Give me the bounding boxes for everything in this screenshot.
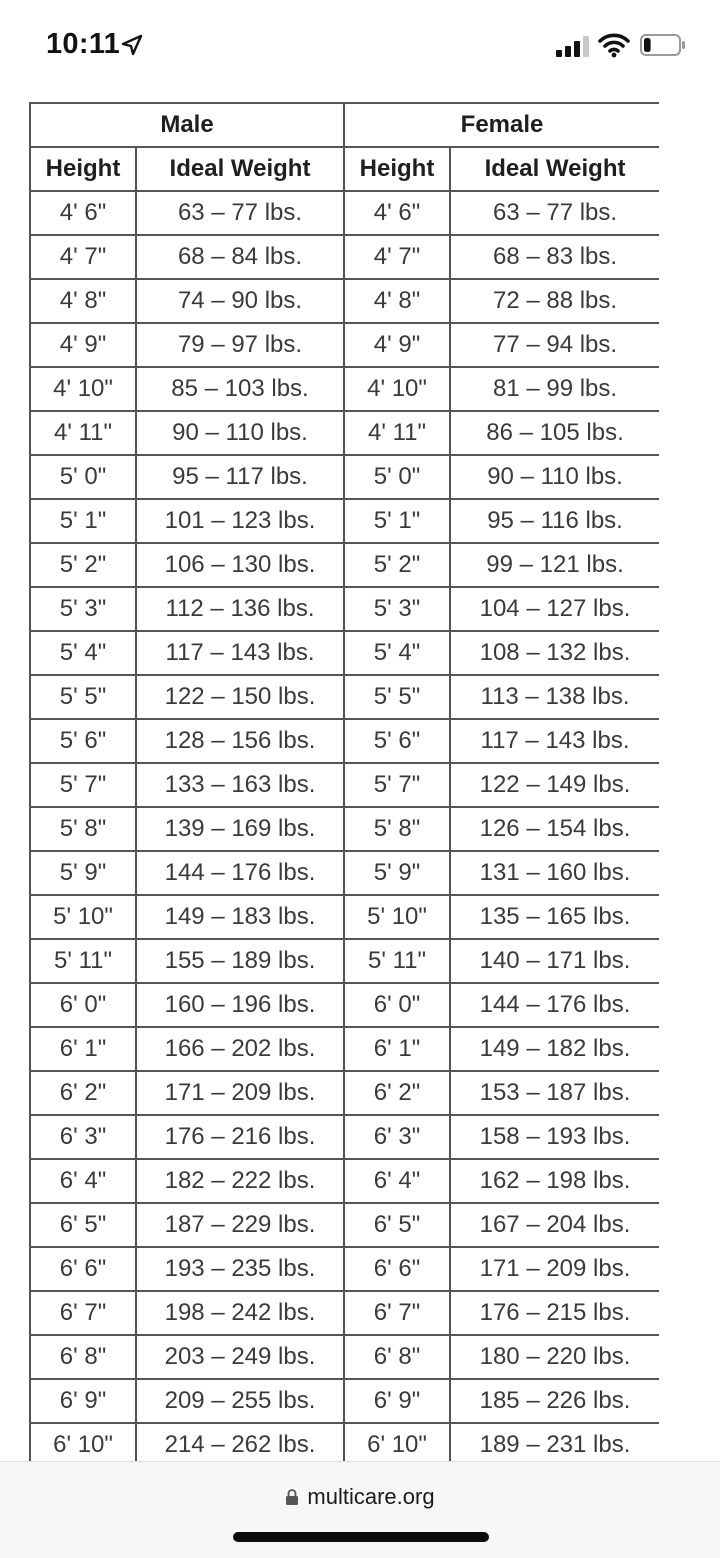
cell-female-height: 6' 7": [344, 1291, 450, 1335]
table-row: [30, 1203, 659, 1247]
cell-female-height: 6' 9": [344, 1379, 450, 1423]
table-row: [30, 631, 659, 675]
cell-female-height: 6' 3": [344, 1115, 450, 1159]
ideal-weight-table: [29, 102, 659, 1461]
cell-female-height: 5' 9": [344, 851, 450, 895]
cell-male-height: 5' 10": [30, 895, 136, 939]
cell-female-ideal-weight: 189 – 231 lbs.: [450, 1423, 659, 1461]
cell-female-ideal-weight: 77 – 94 lbs.: [450, 323, 659, 367]
cell-male-height: 4' 8": [30, 279, 136, 323]
cell-male-height: 6' 6": [30, 1247, 136, 1291]
table-row: [30, 235, 659, 279]
cell-female-ideal-weight: 99 – 121 lbs.: [450, 543, 659, 587]
status-bar: [0, 0, 720, 95]
cell-male-ideal-weight: 106 – 130 lbs.: [136, 543, 344, 587]
cell-male-ideal-weight: 149 – 183 lbs.: [136, 895, 344, 939]
battery-level: [644, 38, 651, 52]
cell-male-ideal-weight: 133 – 163 lbs.: [136, 763, 344, 807]
table-row: [30, 939, 659, 983]
cell-female-ideal-weight: 135 – 165 lbs.: [450, 895, 659, 939]
cell-male-height: 5' 4": [30, 631, 136, 675]
cell-male-ideal-weight: 166 – 202 lbs.: [136, 1027, 344, 1071]
url-text: multicare.org: [307, 1484, 435, 1509]
cell-female-ideal-weight: 63 – 77 lbs.: [450, 191, 659, 235]
cell-male-ideal-weight: 74 – 90 lbs.: [136, 279, 344, 323]
cell-female-ideal-weight: 185 – 226 lbs.: [450, 1379, 659, 1423]
cell-male-ideal-weight: 128 – 156 lbs.: [136, 719, 344, 763]
cell-male-height: 5' 7": [30, 763, 136, 807]
table-row: [30, 543, 659, 587]
cell-male-height: 6' 9": [30, 1379, 136, 1423]
cell-female-height: 6' 2": [344, 1071, 450, 1115]
table-row: [30, 323, 659, 367]
table-row: [30, 719, 659, 763]
cell-male-height: 6' 3": [30, 1115, 136, 1159]
cell-female-ideal-weight: 90 – 110 lbs.: [450, 455, 659, 499]
cell-female-height: 4' 8": [344, 279, 450, 323]
cell-male-height: 4' 6": [30, 191, 136, 235]
column-header-row: [30, 147, 659, 191]
cell-male-ideal-weight: 101 – 123 lbs.: [136, 499, 344, 543]
cell-male-ideal-weight: 90 – 110 lbs.: [136, 411, 344, 455]
table-row: [30, 1027, 659, 1071]
lock-icon: [285, 1489, 299, 1505]
cell-male-height: 5' 5": [30, 675, 136, 719]
cell-male-height: 6' 5": [30, 1203, 136, 1247]
cell-male-ideal-weight: 160 – 196 lbs.: [136, 983, 344, 1027]
cell-female-height: 5' 11": [344, 939, 450, 983]
location-arrow-icon: [120, 33, 144, 57]
cell-male-height: 4' 7": [30, 235, 136, 279]
cell-female-height: 5' 2": [344, 543, 450, 587]
column-header-male-ideal-weight: Ideal Weight: [136, 147, 344, 191]
cell-male-height: 6' 7": [30, 1291, 136, 1335]
table-row: [30, 1335, 659, 1379]
group-header-row: [30, 103, 659, 147]
cell-female-height: 5' 1": [344, 499, 450, 543]
cell-female-height: 5' 0": [344, 455, 450, 499]
ideal-weight-table-container[interactable]: [29, 102, 659, 1461]
cell-male-ideal-weight: 198 – 242 lbs.: [136, 1291, 344, 1335]
cell-female-height: 6' 8": [344, 1335, 450, 1379]
cell-female-height: 5' 5": [344, 675, 450, 719]
cell-female-height: 5' 4": [344, 631, 450, 675]
home-indicator[interactable]: [233, 1532, 489, 1542]
cell-female-ideal-weight: 81 – 99 lbs.: [450, 367, 659, 411]
table-row: [30, 983, 659, 1027]
table-row: [30, 455, 659, 499]
table-row: [30, 1247, 659, 1291]
cell-female-ideal-weight: 68 – 83 lbs.: [450, 235, 659, 279]
cell-female-height: 6' 0": [344, 983, 450, 1027]
cell-male-ideal-weight: 182 – 222 lbs.: [136, 1159, 344, 1203]
cell-female-ideal-weight: 95 – 116 lbs.: [450, 499, 659, 543]
cell-female-ideal-weight: 176 – 215 lbs.: [450, 1291, 659, 1335]
cell-male-height: 5' 8": [30, 807, 136, 851]
cell-male-height: 5' 1": [30, 499, 136, 543]
group-header-male: Male: [30, 103, 344, 147]
cell-male-height: 4' 9": [30, 323, 136, 367]
cell-female-ideal-weight: 171 – 209 lbs.: [450, 1247, 659, 1291]
cell-female-height: 4' 6": [344, 191, 450, 235]
cell-male-ideal-weight: 112 – 136 lbs.: [136, 587, 344, 631]
cell-male-ideal-weight: 79 – 97 lbs.: [136, 323, 344, 367]
cell-male-height: 6' 8": [30, 1335, 136, 1379]
cell-male-ideal-weight: 95 – 117 lbs.: [136, 455, 344, 499]
cell-male-height: 5' 6": [30, 719, 136, 763]
table-row: [30, 279, 659, 323]
cell-male-ideal-weight: 117 – 143 lbs.: [136, 631, 344, 675]
cell-male-height: 6' 2": [30, 1071, 136, 1115]
table-row: [30, 367, 659, 411]
table-row: [30, 1291, 659, 1335]
cell-female-ideal-weight: 113 – 138 lbs.: [450, 675, 659, 719]
table-row: [30, 763, 659, 807]
cell-female-ideal-weight: 126 – 154 lbs.: [450, 807, 659, 851]
cell-male-height: 5' 9": [30, 851, 136, 895]
cell-male-ideal-weight: 63 – 77 lbs.: [136, 191, 344, 235]
cell-female-height: 6' 1": [344, 1027, 450, 1071]
table-row: [30, 895, 659, 939]
cell-female-ideal-weight: 149 – 182 lbs.: [450, 1027, 659, 1071]
cell-male-ideal-weight: 209 – 255 lbs.: [136, 1379, 344, 1423]
cell-male-height: 5' 2": [30, 543, 136, 587]
cell-female-height: 6' 6": [344, 1247, 450, 1291]
table-row: [30, 587, 659, 631]
address-bar[interactable]: [0, 1484, 720, 1510]
cell-male-ideal-weight: 203 – 249 lbs.: [136, 1335, 344, 1379]
table-row: [30, 191, 659, 235]
column-header-female-height: Height: [344, 147, 450, 191]
table-row: [30, 411, 659, 455]
cell-male-ideal-weight: 144 – 176 lbs.: [136, 851, 344, 895]
cell-female-height: 5' 10": [344, 895, 450, 939]
cell-male-height: 5' 3": [30, 587, 136, 631]
cell-female-ideal-weight: 158 – 193 lbs.: [450, 1115, 659, 1159]
cell-female-ideal-weight: 117 – 143 lbs.: [450, 719, 659, 763]
cell-female-ideal-weight: 140 – 171 lbs.: [450, 939, 659, 983]
cell-male-height: 6' 1": [30, 1027, 136, 1071]
cell-male-ideal-weight: 155 – 189 lbs.: [136, 939, 344, 983]
table-row: [30, 1379, 659, 1423]
cell-male-ideal-weight: 139 – 169 lbs.: [136, 807, 344, 851]
table-row: [30, 675, 659, 719]
signal-icon: [556, 35, 590, 57]
cell-female-height: 4' 7": [344, 235, 450, 279]
column-header-female-ideal-weight: Ideal Weight: [450, 147, 659, 191]
cell-male-height: 6' 10": [30, 1423, 136, 1461]
table-row: [30, 499, 659, 543]
cell-male-ideal-weight: 193 – 235 lbs.: [136, 1247, 344, 1291]
cell-female-ideal-weight: 153 – 187 lbs.: [450, 1071, 659, 1115]
cell-male-height: 4' 11": [30, 411, 136, 455]
wifi-icon: [598, 32, 630, 58]
cell-female-ideal-weight: 122 – 149 lbs.: [450, 763, 659, 807]
cell-male-ideal-weight: 85 – 103 lbs.: [136, 367, 344, 411]
cell-male-height: 5' 11": [30, 939, 136, 983]
cell-female-height: 6' 10": [344, 1423, 450, 1461]
table-row: [30, 851, 659, 895]
cell-female-ideal-weight: 162 – 198 lbs.: [450, 1159, 659, 1203]
cell-female-ideal-weight: 180 – 220 lbs.: [450, 1335, 659, 1379]
cell-female-ideal-weight: 72 – 88 lbs.: [450, 279, 659, 323]
cell-male-ideal-weight: 214 – 262 lbs.: [136, 1423, 344, 1461]
cell-female-height: 5' 3": [344, 587, 450, 631]
table-row: [30, 1071, 659, 1115]
cell-female-height: 5' 8": [344, 807, 450, 851]
table-row: [30, 1159, 659, 1203]
cell-male-height: 6' 4": [30, 1159, 136, 1203]
cell-female-height: 4' 9": [344, 323, 450, 367]
cell-female-height: 6' 5": [344, 1203, 450, 1247]
cell-male-ideal-weight: 176 – 216 lbs.: [136, 1115, 344, 1159]
cell-female-height: 5' 7": [344, 763, 450, 807]
cell-female-ideal-weight: 131 – 160 lbs.: [450, 851, 659, 895]
table-body: [30, 191, 659, 1461]
cell-male-ideal-weight: 122 – 150 lbs.: [136, 675, 344, 719]
table-row: [30, 807, 659, 851]
cell-female-ideal-weight: 86 – 105 lbs.: [450, 411, 659, 455]
cell-female-height: 5' 6": [344, 719, 450, 763]
group-header-female: Female: [344, 103, 659, 147]
cell-male-ideal-weight: 68 – 84 lbs.: [136, 235, 344, 279]
cell-female-height: 4' 11": [344, 411, 450, 455]
status-time: 10:11: [46, 28, 121, 60]
cell-female-ideal-weight: 144 – 176 lbs.: [450, 983, 659, 1027]
cell-female-ideal-weight: 104 – 127 lbs.: [450, 587, 659, 631]
table-row: [30, 1115, 659, 1159]
column-header-male-height: Height: [30, 147, 136, 191]
cell-female-height: 4' 10": [344, 367, 450, 411]
cell-male-height: 5' 0": [30, 455, 136, 499]
cell-male-ideal-weight: 187 – 229 lbs.: [136, 1203, 344, 1247]
battery-icon: [640, 34, 686, 56]
cell-male-ideal-weight: 171 – 209 lbs.: [136, 1071, 344, 1115]
cell-male-height: 6' 0": [30, 983, 136, 1027]
table-row: [30, 1423, 659, 1461]
browser-bottom-bar: [0, 1461, 720, 1558]
cell-female-ideal-weight: 167 – 204 lbs.: [450, 1203, 659, 1247]
cell-female-height: 6' 4": [344, 1159, 450, 1203]
cell-male-height: 4' 10": [30, 367, 136, 411]
cell-female-ideal-weight: 108 – 132 lbs.: [450, 631, 659, 675]
